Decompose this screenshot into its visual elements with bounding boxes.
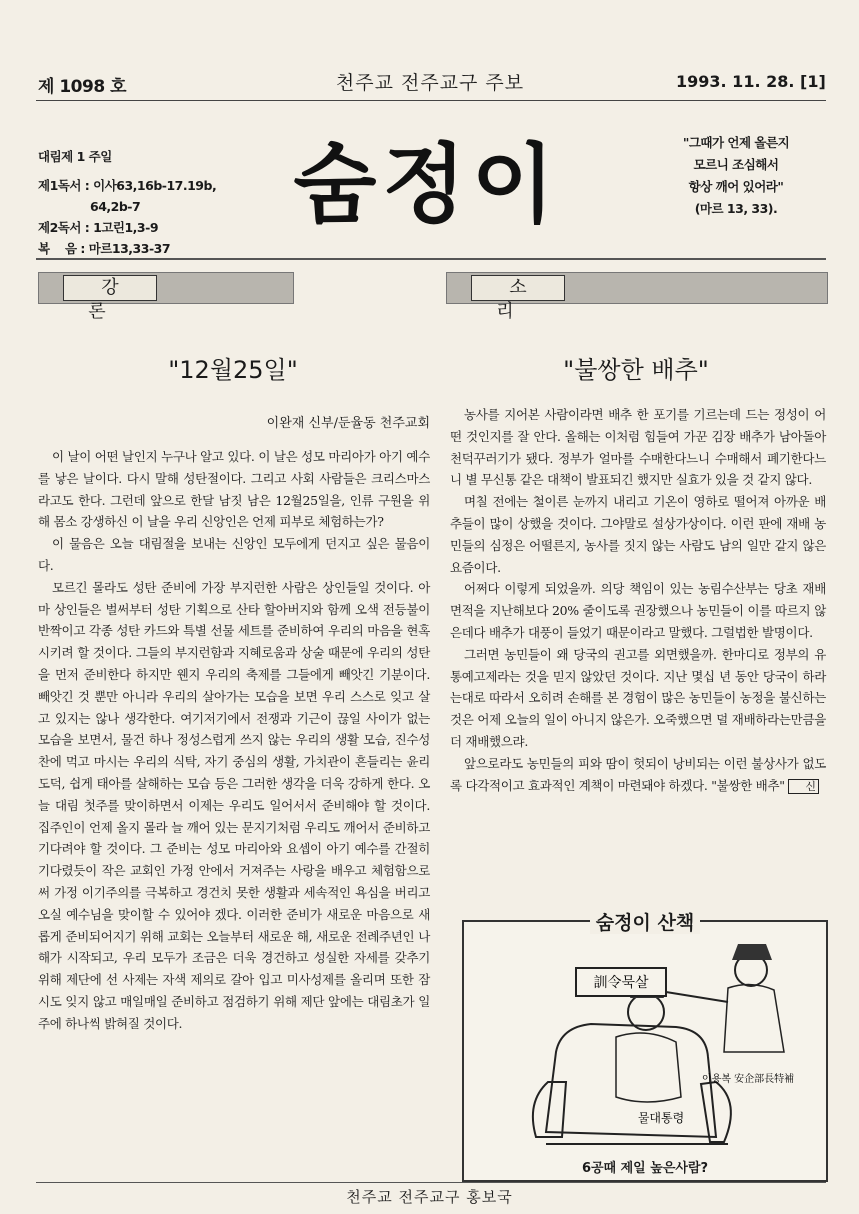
first-reading-cont: 64,2b-7 — [90, 199, 141, 214]
readings-block — [38, 146, 278, 259]
seated-figure-head — [628, 994, 664, 1030]
right-paragraph: 농사를 지어본 사람이라면 배추 한 포기를 기르는데 드는 정성이 어떤 것인지를 잘 안다. 올해는 이처럼 힘들여 가꾼 김장 배추가 남아돌아 천덕꾸러기가 됐다. 정부가 얼마를 수매한다느니 수매해서 폐기한다느니 별 무신통 같은 대책이 발표되긴 했지만 실효가 있을 것 같지 않다. — [450, 407, 826, 488]
section-bar-sermon — [38, 272, 294, 322]
cartoon-box — [462, 912, 828, 1182]
publisher-title: 천주교 전주교구 주보 — [335, 72, 525, 94]
issue-number: 제 1098 호 — [38, 77, 126, 97]
quote-line-4: (마르 13, 33). — [694, 201, 778, 216]
right-paragraph: 어쩌다 이렇게 되었을까. 의당 책임이 있는 농림수산부는 당초 재배 면적을 지난해보다 20% 줄이도록 권장했으나 농민들이 이를 따르지 않은데다 배추가 대풍이 들었기 때문이라고 말했다. 그럴법한 발명이다. — [450, 581, 826, 640]
section-tag-voice: 소리 — [471, 275, 565, 301]
gospel-value: 마르13,33-37 — [88, 241, 171, 256]
left-paragraph: 모르긴 몰라도 성탄 준비에 가장 부지런한 사람은 상인들일 것이다. 아마 상인들은 벌써부터 성탄 기획으로 산타 할아버지와 함께 오색 전등불이 반짝이고 각종 성탄 카드와 특별 선물 세트를 준비하여 우리의 마음을 현혹시키려 할 것이다. 그들의 부지런함과 지혜로움과 상술 때문에 우리의 성탄을 먼저 준비한다 하지만 웬지 우리의 축제를 그들에게 빼앗긴 기분이다. 빼앗긴 것 뿐만 아니라 우리의 살아가는 모습을 보면 우리 스스로 잊고 살고 있지는 않나 생각한다. 여기저기에서 전쟁과 기근이 끊일 사이가 없는 모습을 보면서, 물건 하나 정성스럽게 쓰지 않는 우리의 생활 모습, 진수성찬에 먹고 마시는 우리의 식탁, 자기 중심의 생활, 가치관이 흔들리는 윤리 도덕, 쉽게 태아를 살해하는 모습 등은 그러한 생각을 더욱 강하게 한다. 오늘 대림 첫주를 맞이하면서 이제는 우리도 일어서서 준비해야 할 것이다. 집주인이 언제 올지 몰라 늘 깨어 있는 문지기처럼 우리도 깨어서 준비하고 기다려야 할 것이다. 그 준비는 성모 마리아와 요셉이 아기 예수를 간절히 기다렸듯이 작은 교회인 가정 안에서 거져주는 사랑을 배우고 체험함으로써 가정 이기주의를 극복하고 경건치 못한 생활과 세속적인 욕심을 버리고 오실 예수님을 맞이할 수 있어야 겠다. 이러한 준비가 새로운 마음으로 새롭게 준비되어지기 위해 교회는 오늘부터 새로운 해, 새로운 전례주년인 나해가 시작되고, 우리 모두가 조금은 더욱 경건하고 성실한 자세를 갖추기 위해 제단에 선 사제는 자색 제의로 갈아 입고 미사성제를 올리며 또한 잠시도 잊지 않고 매일매일 준비하고 점검하기 위해 제단 앞에는 대림초가 일 주에 하나씩 밝혀질 것이다. — [38, 579, 430, 1031]
right-paragraph-last: 앞으로라도 농민들의 피와 땀이 헛되이 낭비되는 이런 불상사가 없도록 다각적이고 효과적인 계책이 마련돼야 하겠다. "불쌍한 배추" — [450, 755, 826, 793]
footer-text: 천주교 전주교구 홍보국 — [346, 1188, 513, 1206]
quote-line-2: 모르니 조심해서 — [693, 157, 779, 172]
cartoon-person-label: 물대통령 — [637, 1111, 685, 1125]
standing-figure-hat — [732, 944, 772, 960]
gospel-label: 복 음 : — [38, 241, 89, 256]
masthead-rule — [36, 258, 826, 260]
right-article-body — [450, 404, 826, 796]
left-paragraph: 이 날이 어떤 날인지 누구나 알고 있다. 이 날은 성모 마리아가 아기 예수를 낳은 날이다. 다시 말해 성탄절이다. 그리고 사회 사람들은 크리스마스라고도 한다. 그런데 앞으로 한달 남짓 남은 12월25일을, 인류 구원을 위해 몸소 강생하신 이 날을 우리 신앙인은 언제 피부로 체험하는가? — [38, 449, 430, 530]
quote-line-1: "그때가 언제 올른지 — [682, 135, 790, 150]
cartoon-illustration — [466, 932, 824, 1154]
armchair-shape — [546, 1024, 716, 1137]
bottom-rule — [36, 1182, 826, 1183]
issue-date: 1993. 11. 28. [1] — [676, 72, 826, 91]
quote-line-3: 항상 깨어 있어라" — [688, 179, 784, 194]
left-headline: "12월25일" — [168, 356, 298, 384]
liturgical-sunday: 대림제 1 주일 — [38, 149, 112, 164]
second-reading-value: 1고린1,3-9 — [93, 220, 159, 235]
first-reading — [38, 175, 278, 196]
cartoon-title-wrap — [464, 908, 826, 935]
right-paragraph: 그러면 농민들이 왜 당국의 권고를 외면했을까. 한마디로 정부의 유통예고제라는 것을 믿지 않았던 것이다. 지난 몇십 년 동안 당국이 하라는대로 따라서 오히려 손해를 본 경험이 많은 농민들이 농정을 불신하는 것은 어제 오늘의 일이 아니지 않은가. 오죽했으면 덜 재배하라는만큼을 더 재배했으랴. — [450, 646, 826, 749]
section-bar-voice — [446, 272, 828, 322]
cartoon-chair-label: 이용복 安企部長特補 — [701, 1074, 795, 1085]
cartoon-caption: 6공때 제일 높은사람? — [581, 1161, 709, 1176]
scripture-quote — [646, 132, 826, 220]
cartoon-title: 숨정이 산책 — [590, 912, 700, 934]
top-rule — [36, 100, 826, 101]
right-paragraph: 며칠 전에는 철이른 눈까지 내리고 기온이 영하로 떨어져 아까운 배추들이 많이 상했을 것이다. 그야말로 설상가상이다. 이런 판에 재배 농민들의 심정은 어떨른지, 농사를 짓지 않는 사람도 남의 일만 같지 않은 요즘이다. — [450, 494, 826, 575]
first-reading-value: 이사63,16b-17.19b, — [93, 178, 217, 193]
standing-figure-body — [724, 984, 784, 1052]
left-paragraph: 이 물음은 오늘 대림절을 보내는 신앙인 모두에게 던지고 싶은 물음이다. — [38, 536, 430, 573]
cartoon-sign-text: 訓令묵살 — [593, 975, 649, 991]
masthead-title: 숨정이 — [293, 135, 561, 235]
standing-figure-arm — [666, 992, 728, 1002]
first-reading-label: 제1독서 : — [38, 178, 94, 193]
second-reading-label: 제2독서 : — [38, 220, 94, 235]
left-article-body — [38, 446, 430, 1035]
second-reading — [38, 217, 278, 238]
gospel-reading — [38, 238, 278, 259]
right-headline: "불쌍한 배추" — [563, 356, 709, 384]
left-byline: 이완재 신부/둔율동 천주교회 — [266, 416, 430, 431]
section-tag-sermon: 강론 — [63, 275, 157, 301]
right-paragraph — [450, 753, 826, 797]
end-mark: 신 — [788, 779, 818, 794]
seated-figure-body — [616, 1033, 681, 1102]
